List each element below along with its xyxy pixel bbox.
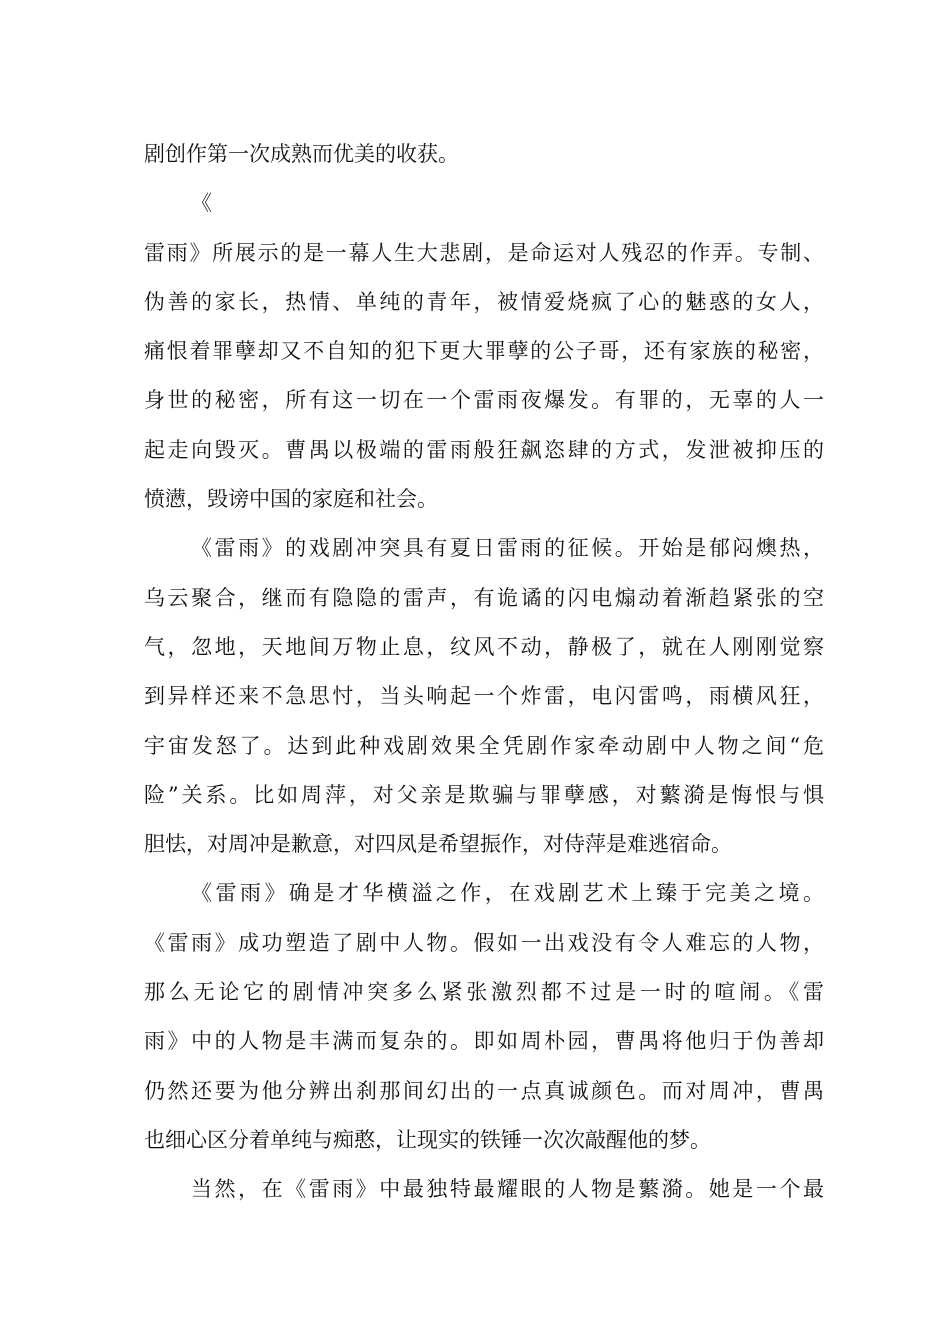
- text-line: 《雷雨》的戏剧冲突具有夏日雷雨的征候。开始是郁闷燠热，: [191, 536, 824, 561]
- text-line: 乌云聚合，继而有隐隐的雷声，有诡谲的闪电煽动着渐趋紧张的空: [144, 585, 824, 610]
- text-line: 险”关系。比如周萍，对父亲是欺骗与罪孽感，对蘩漪是悔恨与惧: [144, 782, 824, 807]
- text-line: 气，忽地，天地间万物止息，纹风不动，静极了，就在人刚刚觉察: [144, 634, 824, 659]
- text-line: 宇宙发怒了。达到此种戏剧效果全凭剧作家牵动剧中人物之间“危: [144, 733, 824, 758]
- text-line: 也细心区分着单纯与痴憨，让现实的铁锤一次次敲醒他的梦。: [144, 1127, 711, 1152]
- text-line: 仍然还要为他分辨出刹那间幻出的一点真诚颜色。而对周冲，曹禺: [144, 1078, 824, 1103]
- text-line: 伪善的家长，热情、单纯的青年，被情爱烧疯了心的魅惑的女人，: [144, 289, 824, 314]
- text-line: 身世的秘密，所有这一切在一个雷雨夜爆发。有罪的，无辜的人一: [144, 388, 824, 413]
- text-line: 起走向毁灭。曹禺以极端的雷雨般狂飙恣肆的方式，发泄被抑压的: [144, 437, 824, 462]
- text-line: 《: [191, 191, 212, 216]
- text-line: 雨》中的人物是丰满而复杂的。即如周朴园，曹禺将他归于伪善却: [144, 1029, 824, 1054]
- text-line: 愤懑，毁谤中国的家庭和社会。: [144, 487, 438, 512]
- text-line: 雷雨》所展示的是一幕人生大悲剧，是命运对人残忍的作弄。专制、: [144, 240, 824, 265]
- text-line: 痛恨着罪孽却又不自知的犯下更大罪孽的公子哥，还有家族的秘密，: [144, 339, 824, 364]
- text-line: 胆怯，对周冲是歉意，对四凤是希望振作，对侍萍是难逃宿命。: [144, 832, 732, 857]
- text-line: 到异样还来不急思忖，当头响起一个炸雷，电闪雷鸣，雨横风狂，: [144, 684, 824, 709]
- document-body: [144, 136, 824, 1221]
- text-line: 《雷雨》确是才华横溢之作，在戏剧艺术上臻于完美之境。: [191, 881, 824, 906]
- text-line: 《雷雨》成功塑造了剧中人物。假如一出戏没有令人难忘的人物，: [144, 930, 824, 955]
- text-line: 剧创作第一次成熟而优美的收获。: [144, 142, 459, 166]
- text-line: 当然，在《雷雨》中最独特最耀眼的人物是蘩漪。她是一个最: [191, 1177, 824, 1202]
- text-line: 那么无论它的剧情冲突多么紧张激烈都不过是一时的喧闹。《雷: [144, 980, 824, 1005]
